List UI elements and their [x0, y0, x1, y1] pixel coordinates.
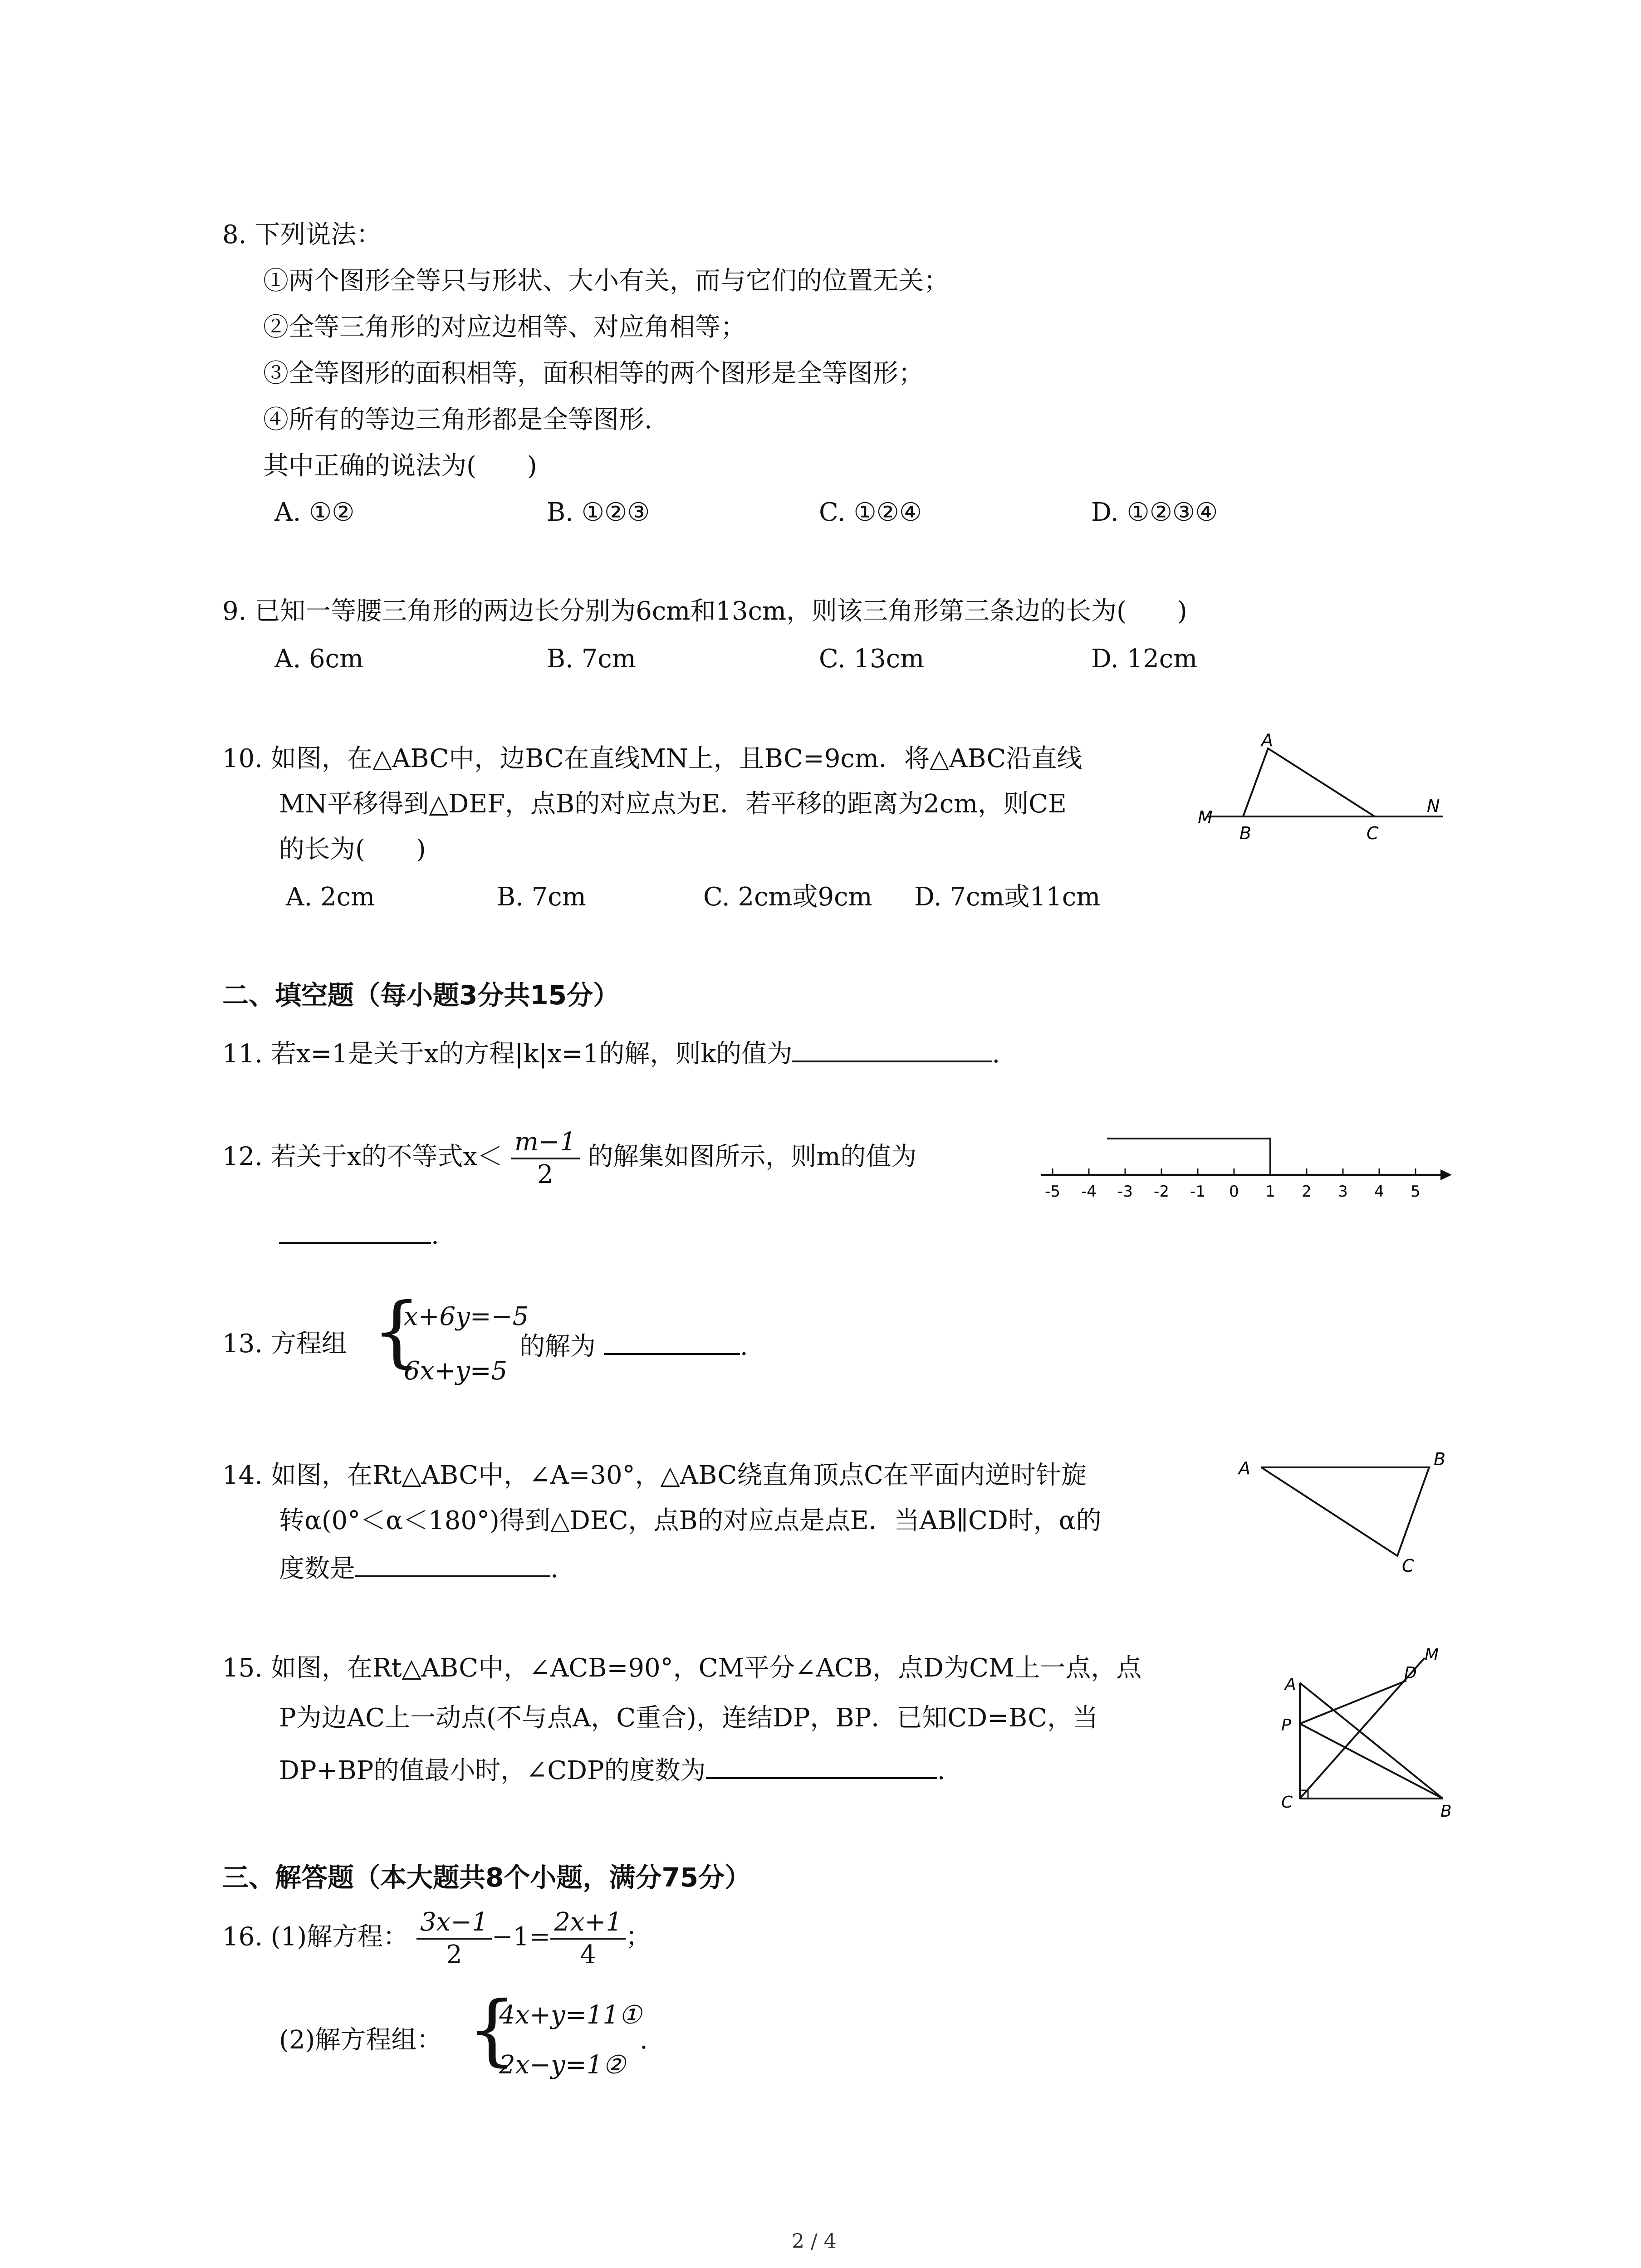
q13-brace: { — [372, 1286, 421, 1376]
q8-option-b: B. ①②③ — [547, 498, 650, 527]
label-c: C — [1402, 1556, 1414, 1574]
q16-fraction-1-num: 3x−1 — [416, 1910, 492, 1940]
q10-line-1: 10. 如图，在△ABC中，边BC在直线MN上，且BC=9cm．将△ABC沿直线 — [222, 744, 1083, 773]
q13-eq1: x+6y=−5 — [404, 1302, 529, 1331]
q12-number-line — [1039, 1125, 1456, 1198]
q14-answer-blank — [355, 1554, 550, 1577]
q16-part-1-pre: 16. (1)解方程： — [222, 1922, 409, 1952]
tick-label: -1 — [1190, 1183, 1205, 1198]
q10-line-3: 的长为( ) — [279, 835, 426, 864]
tick-label: 1 — [1265, 1183, 1275, 1198]
q14-end: . — [550, 1554, 558, 1584]
label-a: A — [1285, 1675, 1296, 1694]
label-m: M — [1198, 807, 1213, 827]
q15-triangle-figure — [1275, 1642, 1456, 1823]
q13-eq2: 6x+y=5 — [404, 1356, 508, 1386]
tick-label: 2 — [1302, 1183, 1312, 1198]
q9-option-c: C. 13cm — [819, 644, 925, 674]
tick-label: -5 — [1045, 1183, 1060, 1198]
tick-label: 5 — [1411, 1183, 1421, 1198]
q16-fraction-1-den: 2 — [446, 1940, 462, 1970]
q14-triangle-figure — [1234, 1442, 1452, 1574]
triangle-abc — [1243, 748, 1375, 816]
q15-answer-blank — [706, 1755, 937, 1779]
q11-text: 11. 若x=1是关于x的方程|k|x=1的解，则k的值为 — [222, 1039, 793, 1069]
q14-line-3-row — [279, 1554, 558, 1582]
page-number: 2 / 4 — [792, 2230, 837, 2253]
q13-post-row — [519, 1331, 748, 1359]
q10-option-a: A. 2cm — [286, 882, 375, 912]
q12-end: . — [431, 1221, 439, 1250]
q15-line-1: 15. 如图，在Rt△ABC中，∠ACB=90°，CM平分∠ACB，点D为CM上一点，点 — [222, 1653, 1142, 1683]
q12-pre: 12. 若关于x的不等式x＜ — [222, 1142, 503, 1172]
label-b: B — [1434, 1449, 1446, 1469]
q11-end: . — [992, 1039, 1000, 1069]
segment-dp — [1300, 1681, 1406, 1724]
q11-answer-blank — [792, 1039, 992, 1062]
label-d: D — [1404, 1664, 1417, 1682]
tick-label: -3 — [1117, 1183, 1133, 1198]
q9-stem: 9. 已知一等腰三角形的两边长分别为6cm和13cm，则该三角形第三条边的长为( ) — [222, 596, 1187, 626]
q12-post: 的解集如图所示，则m的值为 — [588, 1142, 917, 1172]
q14-line-3: 度数是 — [279, 1554, 355, 1584]
q16-part-2-end: . — [640, 2025, 648, 2055]
q16-part-1-row — [222, 1907, 652, 1970]
tick-label: 4 — [1374, 1183, 1384, 1198]
q12-fraction-num: m−1 — [511, 1129, 580, 1159]
q16-part-1-end: ； — [626, 1922, 652, 1952]
label-c: C — [1367, 823, 1379, 843]
triangle-abc — [1261, 1467, 1429, 1556]
tick-label: 0 — [1229, 1183, 1239, 1198]
q10-option-b: B. 7cm — [497, 882, 586, 912]
q12-answer-row — [279, 1220, 439, 1248]
q15-line-3: DP+BP的值最小时，∠CDP的度数为 — [279, 1756, 706, 1785]
segment-bp — [1300, 1724, 1443, 1799]
q10-option-c: C. 2cm或9cm — [703, 882, 872, 912]
number-line-axis — [1041, 1139, 1452, 1198]
q9-option-a: A. 6cm — [274, 644, 364, 674]
q12-row — [222, 1129, 916, 1188]
q8-statement-4: ④所有的等边三角形都是全等图形. — [263, 405, 652, 435]
q16-fraction-2-num: 2x+1 — [550, 1910, 626, 1940]
q16-fraction-1 — [416, 1907, 492, 1970]
q8-statement-3: ③全等图形的面积相等，面积相等的两个图形是全等图形； — [263, 359, 924, 388]
section-2-heading: 二、填空题（每小题3分共15分） — [222, 980, 620, 1011]
q12-fraction — [511, 1129, 580, 1188]
q16-fraction-2-den: 4 — [580, 1940, 596, 1970]
q15-end: . — [937, 1756, 945, 1785]
q8-statement-2: ②全等三角形的对应边相等、对应角相等； — [263, 313, 746, 342]
tick-label: -4 — [1081, 1183, 1097, 1198]
q12-answer-blank — [279, 1220, 431, 1244]
q16-eq1: 4x+y=11① — [499, 2000, 642, 2030]
tick-label: 3 — [1338, 1183, 1348, 1198]
q10-line-2: MN平移得到△DEF，点B的对应点为E．若平移的距离为2cm，则CE — [279, 789, 1067, 819]
q9-option-d: D. 12cm — [1091, 644, 1198, 674]
q15-line-3-row — [279, 1755, 945, 1784]
side-ab — [1300, 1683, 1443, 1799]
q8-question: 其中正确的说法为( ) — [263, 451, 537, 481]
tick-label: -2 — [1154, 1183, 1169, 1198]
q16-mid: −1= — [491, 1922, 551, 1952]
label-a: A — [1261, 730, 1273, 750]
q15-line-2: P为边AC上一动点(不与点A，C重合)，连结DP，BP．已知CD=BC，当 — [279, 1703, 1098, 1733]
q9-option-b: B. 7cm — [547, 644, 636, 674]
label-m: M — [1425, 1646, 1439, 1664]
label-a: A — [1239, 1458, 1250, 1478]
q12-fraction-den: 2 — [537, 1160, 554, 1189]
q16-fraction-2 — [550, 1907, 626, 1970]
label-p: P — [1281, 1716, 1291, 1735]
axis-arrow — [1440, 1169, 1452, 1180]
label-n: N — [1427, 796, 1440, 816]
q10-option-d: D. 7cm或11cm — [914, 882, 1101, 912]
q14-line-2: 转α(0°＜α＜180°)得到△DEC，点B的对应点是点E．当AB∥CD时，α的 — [279, 1506, 1102, 1535]
solution-ray — [1107, 1139, 1270, 1175]
q13-pre: 13. 方程组 — [222, 1329, 347, 1359]
label-c: C — [1281, 1793, 1293, 1812]
q16-brace: { — [467, 1985, 517, 2075]
q13-post: 的解为 — [519, 1332, 596, 1361]
q8-statement-1: ①两个图形全等只与形状、大小有关，而与它们的位置无关； — [263, 266, 949, 296]
q16-part-2-pre: (2)解方程组： — [279, 2025, 442, 2055]
label-b: B — [1239, 823, 1252, 843]
q8-option-a: A. ①② — [274, 498, 355, 527]
q8-option-d: D. ①②③④ — [1091, 498, 1218, 527]
q13-end: . — [740, 1332, 748, 1361]
q11-row — [222, 1039, 1000, 1067]
q13-answer-blank — [604, 1331, 740, 1355]
label-b: B — [1440, 1802, 1452, 1821]
q14-line-1: 14. 如图，在Rt△ABC中，∠A=30°，△ABC绕直角顶点C在平面内逆时针旋 — [222, 1461, 1087, 1490]
q16-eq2: 2x−y=1② — [499, 2050, 626, 2080]
q8-stem: 8. 下列说法： — [222, 220, 382, 249]
q8-option-c: C. ①②④ — [819, 498, 922, 527]
section-3-heading: 三、解答题（本大题共8个小题，满分75分） — [222, 1862, 751, 1893]
q10-triangle-figure — [1198, 730, 1452, 848]
